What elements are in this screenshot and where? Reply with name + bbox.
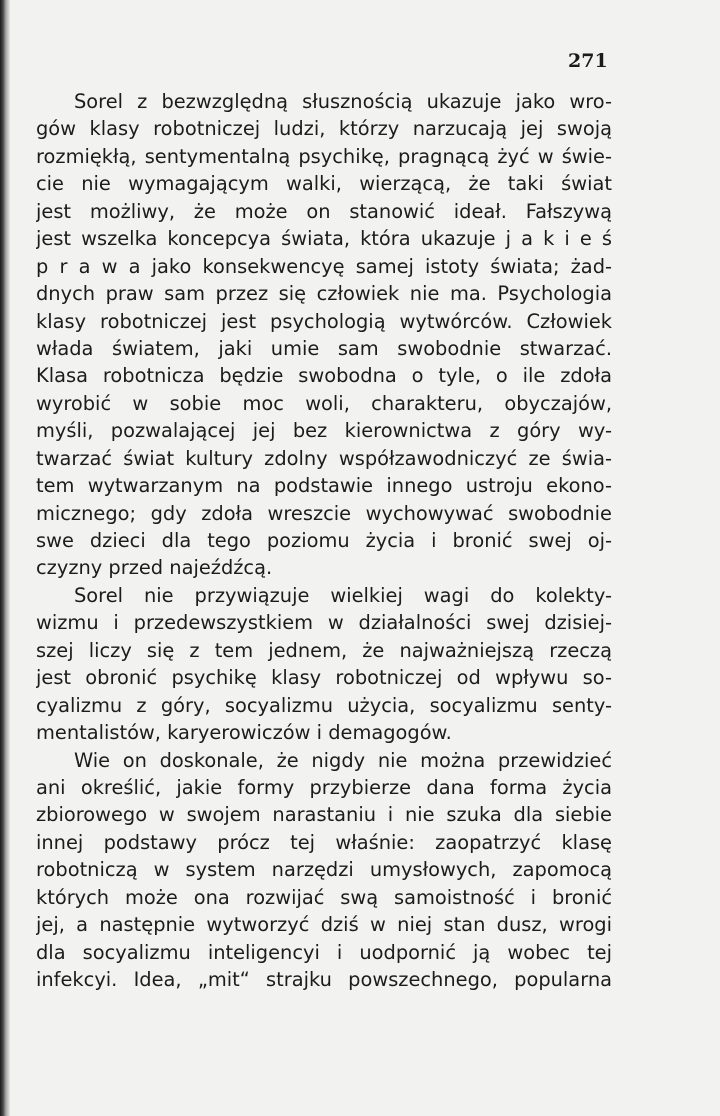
text-line: jej, a następnie wytworzyć dziś w niej stan dusz, wrogi — [36, 913, 612, 937]
text-line: swe dzieci dla tego poziomu życia i bronić swej oj- — [36, 529, 612, 552]
text-line: robotniczą w system narzędzi umysłowych, zapomocą — [36, 858, 612, 882]
text-line: twarzać świat kultury zdolny współzawodniczyć ze świa- — [36, 446, 612, 470]
text-line: dla socyalizmu inteligencyi i uodpornić ją wobec tej — [36, 940, 612, 964]
text-line: cyalizmu z góry, socyalizmu użycia, socyalizmu senty- — [36, 693, 612, 717]
text-line: których może ona rozwijać swą samoistność i bronić — [36, 885, 612, 909]
body-text — [36, 88, 612, 993]
text-line: wizmu i przedewszystkiem w działalności swej dzisiej- — [36, 611, 612, 635]
text-line: micznego; gdy zdoła wreszcie wychowywać swobodnie — [36, 501, 612, 525]
text-line: ani określić, jakie formy przybierze dana forma życia — [36, 775, 612, 799]
text-line: jest obronić psychikę klasy robotniczej od wpływu so- — [36, 666, 612, 690]
text-line: Wie on doskonale, że nigdy nie można przewidzieć — [74, 748, 612, 772]
text-line: innej podstawy prócz tej właśnie: zaopatrzyć klasę — [36, 830, 612, 854]
text-line: cie nie wymagającym walki, wierzącą, że taki świat — [36, 172, 612, 196]
text-line: mentalistów, karyerowiczów i demagogów. — [36, 721, 452, 745]
text-line: tem wytwarzanym na podstawie innego ustroju ekono- — [36, 474, 612, 498]
text-line: czyzny przed najeźdźcą. — [36, 556, 273, 580]
text-line: infekcyi. Idea, „mit“ strajku powszechnego, popularna — [36, 968, 612, 991]
text-line: gów klasy robotniczej ludzi, którzy narzucają jej swoją — [36, 117, 612, 141]
text-line: dnych praw sam przez się człowiek nie ma. Psychologia — [36, 282, 612, 306]
text-line: klasy robotniczej jest psychologią wytwórców. Człowiek — [36, 309, 612, 333]
page-spine-shadow — [0, 0, 10, 1116]
page-number: 271 — [568, 50, 608, 72]
text-line: rozmiękłą, sentymentalną psychikę, pragnącą żyć w świe- — [36, 144, 612, 168]
text-line: Klasa robotnicza będzie swobodna o tyle, o ile zdoła — [36, 364, 612, 388]
text-line: zbiorowego w swojem narastaniu i nie szuka dla siebie — [36, 803, 612, 827]
text-line: Sorel z bezwzględną słusznością ukazuje jako wro- — [74, 90, 612, 113]
text-line: włada światem, jaki umie sam swobodnie stwarzać. — [36, 336, 612, 360]
text-line: wyrobić w sobie moc woli, charakteru, obyczajów, — [36, 391, 612, 415]
text-line: Sorel nie przywiązuje wielkiej wagi do kolekty- — [74, 583, 612, 607]
text-line: myśli, pozwalającej jej bez kierownictwa z góry wy- — [36, 419, 612, 443]
text-line: jest wszelka koncepcya świata, która ukazuje j a k i e ś — [36, 227, 612, 251]
text-line: jest możliwy, że może on stanowić ideał. Fałszywą — [36, 199, 612, 223]
text-line: szej liczy się z tem jednem, że najważniejszą rzeczą — [36, 638, 612, 662]
text-line: p r a w a jako konsekwencyę samej istoty świata; żad- — [36, 254, 612, 278]
